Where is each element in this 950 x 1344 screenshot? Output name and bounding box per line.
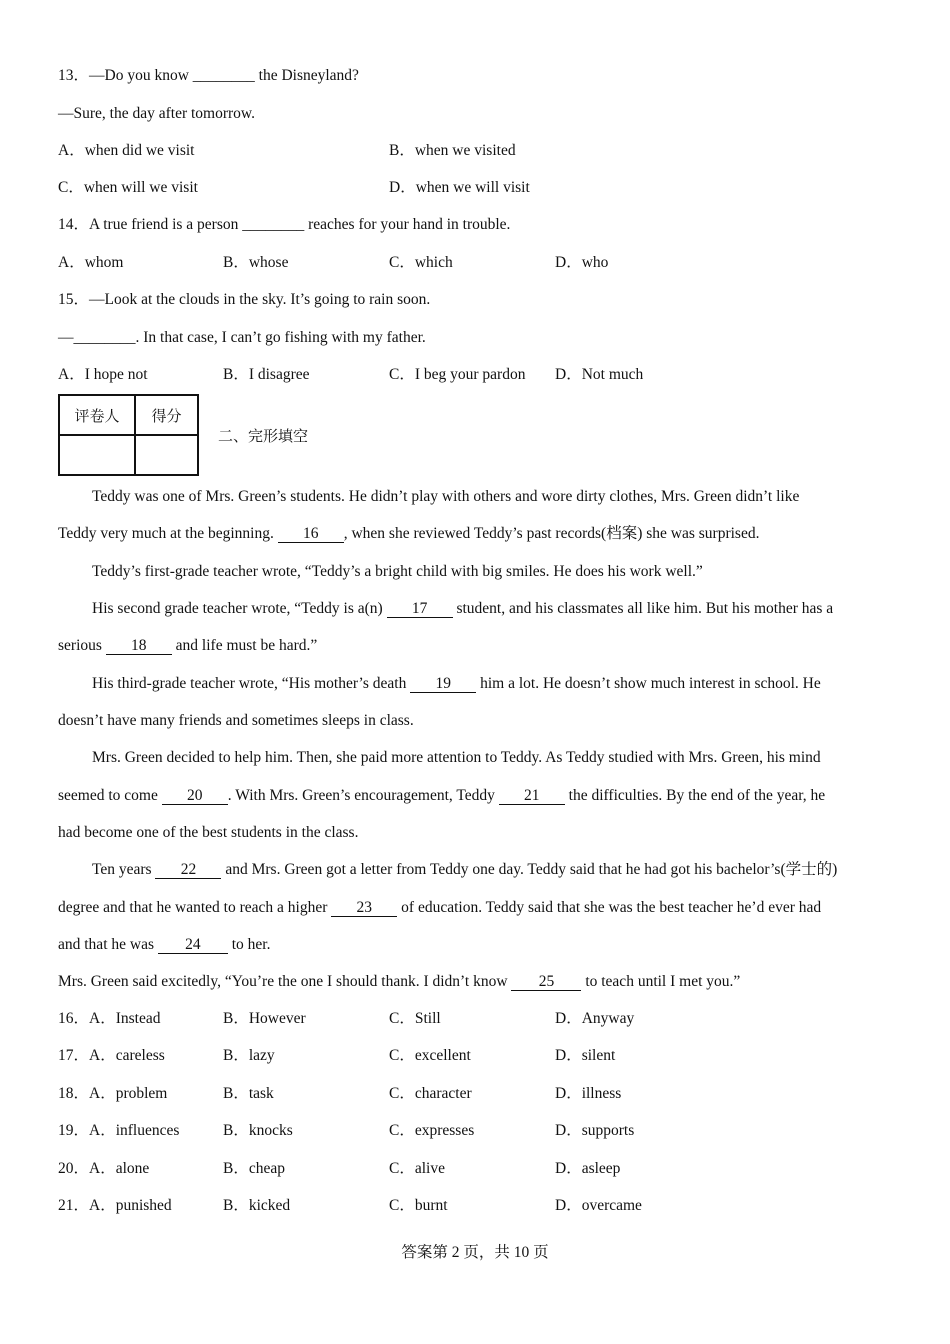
option-text: I disagree bbox=[248, 366, 310, 383]
option-text: which bbox=[414, 254, 453, 271]
option-letter: A． bbox=[58, 142, 85, 159]
passage-text: him a lot. He doesn’t show much interest in school. He bbox=[480, 675, 821, 692]
option-text: Not much bbox=[581, 366, 644, 383]
passage-text: His third-grade teacher wrote, “His mother’s death bbox=[92, 675, 407, 692]
q13-option-d bbox=[389, 178, 530, 198]
option-letter: C． bbox=[389, 254, 415, 271]
reviewer-cell[interactable] bbox=[59, 435, 135, 475]
passage-text: seemed to come bbox=[58, 787, 158, 804]
passage-text: and Mrs. Green got a letter from Teddy one day. Teddy said that he had got his bachelor’s(学士的) bbox=[225, 861, 838, 878]
option-b[interactable]: B．task bbox=[223, 1085, 274, 1102]
score-cell[interactable] bbox=[135, 435, 198, 475]
blank-24[interactable]: 24 bbox=[158, 936, 228, 954]
option-a[interactable]: A．alone bbox=[89, 1160, 150, 1177]
option-text: whose bbox=[248, 254, 289, 271]
passage-text: degree and that he wanted to reach a higher bbox=[58, 899, 328, 916]
q15-option-c bbox=[389, 365, 525, 385]
question-number: 17． bbox=[58, 1047, 90, 1064]
option-b[interactable]: B．lazy bbox=[223, 1047, 275, 1064]
passage-line bbox=[58, 935, 270, 955]
option-letter: A． bbox=[58, 254, 85, 271]
option-text: when will we visit bbox=[83, 179, 198, 196]
option-d[interactable]: D．asleep bbox=[555, 1160, 621, 1177]
passage-line: doesn’t have many friends and sometimes sleeps in class. bbox=[58, 712, 414, 729]
q14-option-b bbox=[223, 253, 288, 273]
option-c[interactable]: C．character bbox=[389, 1085, 472, 1102]
passage-text: Teddy very much at the beginning. bbox=[58, 525, 274, 542]
option-c[interactable]: C．burnt bbox=[389, 1197, 448, 1214]
q13-option-a bbox=[58, 141, 194, 161]
blank-25[interactable]: 25 bbox=[511, 973, 581, 991]
q13-option-c bbox=[58, 178, 198, 198]
option-a[interactable]: A．Instead bbox=[89, 1010, 161, 1027]
passage-text: . With Mrs. Green’s encouragement, Teddy bbox=[227, 787, 495, 804]
question-number: 20． bbox=[58, 1160, 90, 1177]
option-letter: C． bbox=[58, 179, 84, 196]
option-b[interactable]: B．However bbox=[223, 1010, 306, 1027]
option-a[interactable]: A．problem bbox=[89, 1085, 168, 1102]
question-number: 14． bbox=[58, 216, 90, 233]
option-d[interactable]: D．Anyway bbox=[555, 1010, 635, 1027]
passage-line bbox=[58, 972, 740, 992]
blank-18[interactable]: 18 bbox=[106, 637, 172, 655]
passage-line: Mrs. Green decided to help him. Then, she paid more attention to Teddy. As Teddy studied with Mrs. Green, his mind bbox=[92, 749, 821, 766]
passage-text: serious bbox=[58, 637, 102, 654]
q15-option-b bbox=[223, 365, 310, 385]
passage-text: of education. Teddy said that she was the best teacher he’d ever had bbox=[401, 899, 822, 916]
option-d[interactable]: D．illness bbox=[555, 1085, 622, 1102]
question-number: 21． bbox=[58, 1197, 90, 1214]
question-text: A true friend is a person ________ reaches for your hand in trouble. bbox=[89, 216, 511, 233]
question-number: 13． bbox=[58, 67, 90, 84]
option-letter: A． bbox=[58, 366, 85, 383]
blank-23[interactable]: 23 bbox=[331, 899, 397, 917]
passage-line bbox=[58, 786, 825, 806]
option-a[interactable]: A．punished bbox=[89, 1197, 172, 1214]
blank-17[interactable]: 17 bbox=[387, 600, 453, 618]
question-13-stem bbox=[58, 66, 359, 86]
q13-option-b bbox=[389, 141, 516, 161]
passage-line bbox=[92, 860, 837, 880]
option-b[interactable]: B．kicked bbox=[223, 1197, 291, 1214]
passage-line bbox=[58, 898, 821, 918]
blank-16[interactable]: 16 bbox=[278, 525, 344, 543]
blank-22[interactable]: 22 bbox=[155, 861, 221, 879]
option-a[interactable]: A．careless bbox=[89, 1047, 165, 1064]
question-number: 15． bbox=[58, 291, 90, 308]
choice-row-17 bbox=[58, 1046, 165, 1066]
passage-text: Ten years bbox=[92, 861, 152, 878]
option-letter: B． bbox=[223, 254, 249, 271]
choice-row-16 bbox=[58, 1009, 160, 1029]
option-b[interactable]: B．cheap bbox=[223, 1160, 285, 1177]
option-c[interactable]: C．excellent bbox=[389, 1047, 471, 1064]
option-letter: B． bbox=[223, 366, 249, 383]
option-letter: D． bbox=[389, 179, 416, 196]
passage-line bbox=[58, 636, 317, 656]
option-c[interactable]: C．Still bbox=[389, 1010, 441, 1027]
passage-text: , when she reviewed Teddy’s past records(档案) she was surprised. bbox=[343, 525, 760, 542]
option-text: when we will visit bbox=[415, 179, 530, 196]
passage-text: to teach until I met you.” bbox=[585, 973, 741, 990]
q14-option-c bbox=[389, 253, 453, 273]
question-number: 19． bbox=[58, 1122, 90, 1139]
option-a[interactable]: A．influences bbox=[89, 1122, 180, 1139]
option-d[interactable]: D．overcame bbox=[555, 1197, 642, 1214]
option-c[interactable]: C．expresses bbox=[389, 1122, 475, 1139]
option-letter: B． bbox=[389, 142, 415, 159]
option-text: I hope not bbox=[84, 366, 148, 383]
q15-option-d bbox=[555, 365, 643, 385]
option-text: when we visited bbox=[414, 142, 516, 159]
blank-21[interactable]: 21 bbox=[499, 787, 565, 805]
passage-text: student, and his classmates all like him. But his mother has a bbox=[456, 600, 834, 617]
choice-row-18 bbox=[58, 1084, 167, 1104]
blank-20[interactable]: 20 bbox=[162, 787, 228, 805]
option-letter: C． bbox=[389, 366, 415, 383]
question-text: —Do you know ________ the Disneyland? bbox=[89, 67, 359, 84]
question-15-stem bbox=[58, 290, 430, 310]
question-15-response: —________. In that case, I can’t go fishing with my father. bbox=[58, 329, 426, 346]
choice-row-21 bbox=[58, 1196, 172, 1216]
q15-option-a bbox=[58, 365, 148, 385]
score-header: 得分 bbox=[135, 395, 198, 435]
option-letter: D． bbox=[555, 366, 582, 383]
option-d[interactable]: D．supports bbox=[555, 1122, 635, 1139]
option-b[interactable]: B．knocks bbox=[223, 1122, 293, 1139]
score-table bbox=[58, 394, 199, 476]
option-text: I beg your pardon bbox=[414, 366, 526, 383]
choice-row-19 bbox=[58, 1121, 179, 1141]
question-number: 18． bbox=[58, 1085, 90, 1102]
q14-option-a bbox=[58, 253, 123, 273]
blank-19[interactable]: 19 bbox=[410, 675, 476, 693]
passage-text: to her. bbox=[231, 936, 271, 953]
section-title: 二、完形填空 bbox=[218, 427, 309, 445]
page-footer: 答案第 2 页，共 10 页 bbox=[401, 1244, 549, 1261]
option-c[interactable]: C．alive bbox=[389, 1160, 445, 1177]
choice-row-20 bbox=[58, 1159, 149, 1179]
passage-text: and life must be hard.” bbox=[175, 637, 318, 654]
option-letter: D． bbox=[555, 254, 582, 271]
passage-line: Teddy was one of Mrs. Green’s students. He didn’t play with others and wore dirty clothes, Mrs. Green didn’t like bbox=[92, 488, 800, 505]
reviewer-header: 评卷人 bbox=[59, 395, 135, 435]
question-13-response: —Sure, the day after tomorrow. bbox=[58, 105, 255, 122]
passage-text: His second grade teacher wrote, “Teddy is a(n) bbox=[92, 600, 383, 617]
passage-line bbox=[92, 674, 821, 694]
passage-text: the difficulties. By the end of the year, he bbox=[568, 787, 826, 804]
passage-text: Mrs. Green said excitedly, “You’re the one I should thank. I didn’t know bbox=[58, 973, 508, 990]
passage-text: and that he was bbox=[58, 936, 154, 953]
q14-option-d bbox=[555, 253, 608, 273]
option-d[interactable]: D．silent bbox=[555, 1047, 616, 1064]
question-14-stem bbox=[58, 215, 510, 235]
option-text: when did we visit bbox=[84, 142, 195, 159]
question-text: —Look at the clouds in the sky. It’s going to rain soon. bbox=[89, 291, 431, 308]
option-text: whom bbox=[84, 254, 124, 271]
option-text: who bbox=[581, 254, 609, 271]
passage-line: had become one of the best students in the class. bbox=[58, 824, 359, 841]
passage-line: Teddy’s first-grade teacher wrote, “Teddy’s a bright child with big smiles. He does his work well.” bbox=[92, 563, 703, 580]
passage-line bbox=[58, 524, 759, 544]
question-number: 16． bbox=[58, 1010, 90, 1027]
passage-line bbox=[92, 599, 833, 619]
